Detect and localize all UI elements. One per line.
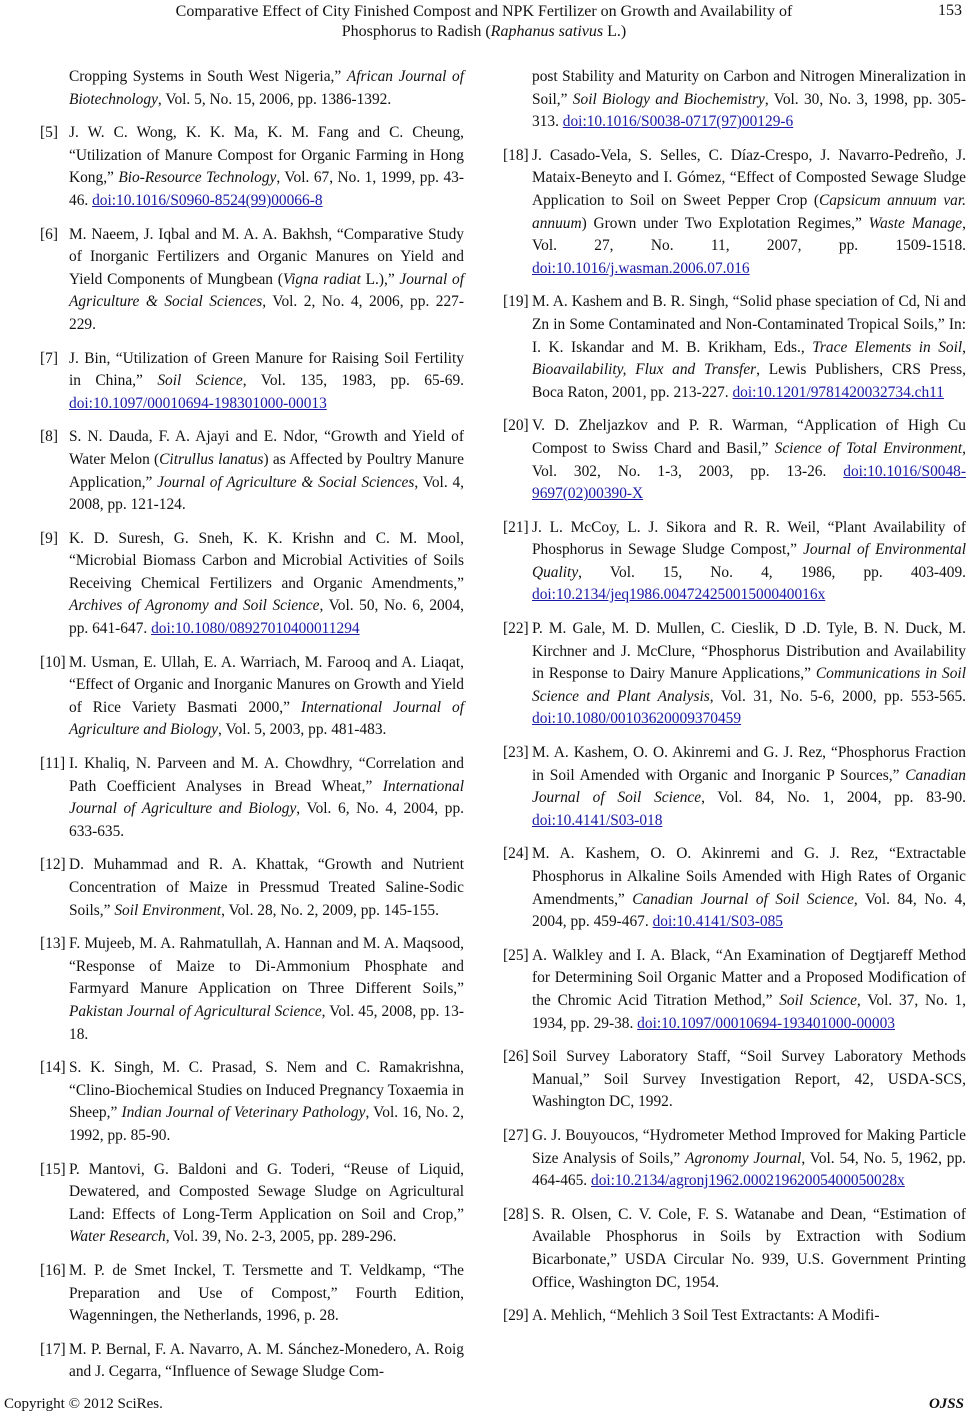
reference-text: S. K. Singh, M. C. Prasad, S. Nem and C. Ramakrishna, “Clino-Biochemical Studies on Induced Pregnancy Toxaemia in Sheep,” <box>69 1059 464 1122</box>
reference-italic-text: African Journal of Biotechnology <box>69 68 464 108</box>
header-text: Phosphorus to Radish ( <box>341 23 491 40</box>
reference-item <box>40 122 464 212</box>
reference-text: K. D. Suresh, G. Sneh, K. K. Krishn and C. M. Mool, “Microbial Biomass Carbon and Microbial Activities of Soils Receiving Chemical Fertilizers and Organic Amendments,” <box>69 529 464 592</box>
reference-text: S. R. Olsen, C. V. Cole, F. S. Watanabe and Dean, “Estimation of Available Phosphorus in Soils by Extraction with Sodium Bicarbonate,” USDA Circular No. 939, U.S. Government Printing Office, Washington DC, 1954. <box>532 1205 966 1291</box>
reference-text: , Vol. 28, No. 2, 2009, pp. 145-155. <box>221 901 439 919</box>
reference-item <box>40 1057 464 1147</box>
reference-item <box>40 652 464 742</box>
reference-item <box>503 145 966 281</box>
reference-text: , Lewis Publishers, CRS Press, Boca Raton, 2001, pp. 213-227. <box>532 361 967 401</box>
doi-link[interactable]: doi:10.1201/9781420032734.ch11 <box>732 383 944 401</box>
reference-item <box>40 1339 464 1384</box>
reference-continuation <box>40 66 464 111</box>
reference-continuation <box>503 66 966 134</box>
reference-item <box>40 933 464 1046</box>
reference-text: I. Khaliq, N. Parveen and M. A. Chowdhry, “Correlation and Path Coefficient Analyses in Bread Wheat,” <box>69 755 464 795</box>
reference-italic-text: Agronomy Journal <box>685 1149 802 1167</box>
reference-text: , Vol. 37, No. 1, 1934, pp. 29-38. <box>532 991 966 1032</box>
reference-number: [7] <box>40 349 58 367</box>
reference-item <box>40 1260 464 1328</box>
doi-link[interactable]: doi:10.1097/00010694-193401000-00003 <box>637 1014 895 1032</box>
reference-text: , Vol. 5, No. 15, 2006, pp. 1386-1392. <box>157 90 392 108</box>
reference-text: D. Muhammad and R. A. Khattak, “Growth and Nutrient Concentration of Maize in Pressmud Treated Saline-Sodic Soils,” <box>69 856 464 919</box>
doi-link[interactable]: doi:10.1097/00010694-198301000-00013 <box>69 394 327 412</box>
reference-number: [20] <box>503 417 529 435</box>
reference-number: [21] <box>503 518 529 536</box>
reference-number: [6] <box>40 225 58 243</box>
reference-number: [13] <box>40 935 66 953</box>
reference-italic-text: Soil Science <box>157 372 243 390</box>
doi-link[interactable]: doi:10.1016/j.wasman.2006.07.016 <box>532 259 750 277</box>
header-title-line2 <box>0 22 968 42</box>
reference-italic-text: Pakistan Journal of Agricultural Science <box>69 1002 322 1020</box>
reference-text: , <box>962 338 966 356</box>
reference-text: ) Grown under Two Explotation Regimes,” <box>581 214 869 232</box>
reference-number: [22] <box>503 620 529 638</box>
reference-italic-text: Journal of Environmental Quality <box>532 541 966 581</box>
reference-italic-text: Citrullus lanatus <box>159 450 264 468</box>
reference-text: A. Mehlich, “Mehlich 3 Soil Test Extractants: A Modifi- <box>532 1307 880 1325</box>
reference-text: post Stability and Maturity on Carbon and Nitrogen Mineralization in Soil,” <box>532 68 966 108</box>
reference-text: , Vol. 6, No. 4, 2004, pp. 633-635. <box>69 800 464 840</box>
reference-text: , Vol. 135, 1983, pp. 65-69. <box>242 372 465 390</box>
reference-number: [24] <box>503 845 529 863</box>
doi-link[interactable]: doi:10.1016/S0960-8524(99)00066-8 <box>92 191 323 209</box>
doi-link[interactable]: doi:10.1016/S0048-9697(02)00390-X <box>532 462 966 503</box>
reference-text: G. J. Bouyoucos, “Hydrometer Method Improved for Making Particle Size Analysis of Soils,” <box>532 1126 966 1167</box>
reference-item <box>503 1305 966 1328</box>
reference-italic-text: Bio-Resource Technology <box>118 169 277 187</box>
reference-number: [17] <box>40 1340 66 1358</box>
reference-text: J. Casado-Vela, S. Selles, C. Díaz-Crespo, J. Navarro-Pedreño, J. Mataix-Beneyto and I. Gómez, “Effect of Composted Sewage Sludge Application to Soil on Sweet Pepper Crop ( <box>532 146 966 209</box>
reference-item <box>40 426 464 516</box>
reference-italic-text: Capsicum annuum var. annuum <box>532 191 966 232</box>
references-left-column <box>40 66 464 1395</box>
reference-italic-text: Trace Elements in Soil <box>812 338 963 356</box>
reference-text: M. Naeem, J. Iqbal and M. A. A. Bakhsh, “Comparative Study of Inorganic Fertilizers and Organic Manures on Yield and Yield Components of Mungbean ( <box>69 225 464 288</box>
reference-text: , Vol. 302, No. 1-3, 2003, pp. 13-26. <box>532 439 966 480</box>
reference-text: , Vol. 15, No. 4, 1986, pp. 403-409. <box>578 563 966 581</box>
reference-text: P. Mantovi, G. Baldoni and G. Toderi, “Reuse of Liquid, Dewatered, and Composted Sewage Sludge on Agricultural Land: Effects of Long-Term Application on Soil and Crop,” <box>69 1160 464 1223</box>
reference-text: M. P. Bernal, F. A. Navarro, A. M. Sánchez-Monedero, A. Roig and J. Cegarra, “Influence of Sewage Sludge Com- <box>69 1340 464 1381</box>
doi-link[interactable]: doi:10.4141/S03-018 <box>532 811 663 829</box>
doi-link[interactable]: doi:10.1080/00103620009370459 <box>532 710 742 728</box>
reference-italic-text: Soil Science <box>779 991 857 1009</box>
reference-item <box>40 854 464 922</box>
reference-italic-text: Canadian Journal of Soil Science <box>532 766 966 807</box>
reference-text: , Vol. 31, No. 5-6, 2000, pp. 553-565. <box>709 687 966 705</box>
reference-number: [10] <box>40 653 66 671</box>
reference-text: , Vol. 84, No. 4, 2004, pp. 459-467. <box>532 890 966 931</box>
reference-text: V. D. Zheljazkov and P. R. Warman, “Application of High Cu Compost to Swiss Chard and Basil,” <box>532 417 966 457</box>
reference-item <box>40 224 464 337</box>
reference-text: M. P. de Smet Inckel, T. Tersmette and T. Veldkamp, “The Preparation and Use of Compost,” Fourth Edition, Wagenningen, the Netherlands, 1996, p. 28. <box>69 1261 464 1325</box>
reference-text: , Vol. 5, 2003, pp. 481-483. <box>218 721 387 739</box>
reference-text: , Vol. 2, No. 4, 2006, pp. 227-229. <box>69 293 464 333</box>
reference-text: J. L. McCoy, L. J. Sikora and R. R. Weil, “Plant Availability of Phosphorus in Sewage Sludge Compost,” <box>532 518 966 559</box>
reference-text: M. A. Kashem, O. O. Akinremi and G. J. Rez, “Phosphorus Fraction in Soil Amended with Organic and Inorganic P Sources,” <box>532 744 966 784</box>
reference-italic-text: International Journal of Agriculture and Biology <box>69 698 464 739</box>
reference-number: [29] <box>503 1307 529 1325</box>
header-species: Raphanus sativus <box>490 23 604 40</box>
header-text: L.) <box>603 23 627 40</box>
reference-text: , Vol. 45, 2008, pp. 13-18. <box>69 1002 464 1043</box>
reference-text: J. Bin, “Utilization of Green Manure for Raising Soil Fertility in China,” <box>69 349 464 390</box>
reference-number: [25] <box>503 946 529 964</box>
doi-link[interactable]: doi:10.2134/jeq1986.00472425001500040016x <box>532 586 826 604</box>
journal-abbrev: OJSS <box>928 1396 964 1412</box>
reference-item <box>503 1125 966 1193</box>
reference-item <box>40 528 464 641</box>
reference-italic-text: Soil Environment <box>114 901 222 919</box>
reference-italic-text: Water Research <box>69 1228 166 1246</box>
reference-item <box>503 1204 966 1294</box>
reference-italic-text: Indian Journal of Veterinary Pathology <box>121 1104 366 1122</box>
reference-number: [28] <box>503 1205 529 1223</box>
reference-text: , Vol. 4, 2008, pp. 121-124. <box>69 473 464 514</box>
reference-text: L.),” <box>360 270 400 288</box>
reference-text: P. M. Gale, M. D. Mullen, C. Cieslik, D .D. Tyle, B. N. Duck, M. Kirchner and J. McClure, “Phosphorus Distribution and Availability in Response to Dairy Manure Applications,” <box>532 620 966 683</box>
reference-number: [8] <box>40 428 58 446</box>
reference-number: [15] <box>40 1160 66 1178</box>
doi-link[interactable]: doi:10.1016/S0038-0717(97)00129-6 <box>562 113 794 131</box>
reference-item <box>503 517 966 607</box>
reference-text: M. Usman, E. Ullah, E. A. Warriach, M. Farooq and A. Liaqat, “Effect of Organic and Inorganic Manures on Growth and Yield of Rice Variety Basmati 2000,” <box>69 653 464 716</box>
reference-item <box>40 348 464 416</box>
reference-item <box>40 1159 464 1249</box>
reference-italic-text: Canadian Journal of Soil Science <box>632 890 854 908</box>
reference-item <box>503 1046 966 1114</box>
header-title-line1: Comparative Effect of City Finished Compost and NPK Fertilizer on Growth and Availability of <box>175 3 793 20</box>
reference-text: , Vol. 39, No. 2-3, 2005, pp. 289-296. <box>165 1228 397 1246</box>
reference-text: , Vol. 67, No. 1, 1999, pp. 43-46. <box>69 169 464 209</box>
reference-text: J. W. C. Wong, K. K. Ma, K. M. Fang and C. Cheung, “Utilization of Manure Compost for Organic Farming in Hong Kong,” <box>69 124 464 187</box>
running-header <box>0 2 968 42</box>
reference-number: [9] <box>40 529 58 547</box>
reference-text: , Vol. 16, No. 2, 1992, pp. 85-90. <box>69 1104 465 1144</box>
reference-number: [16] <box>40 1261 66 1279</box>
reference-text: M. A. Kashem, O. O. Akinremi and G. J. Rez, “Extractable Phosphorus in Alkaline Soils Amended with High Rates of Organic Amendments,” <box>532 845 966 908</box>
reference-text: Cropping Systems in South West Nigeria,” <box>69 68 347 85</box>
reference-number: [14] <box>40 1059 66 1077</box>
reference-italic-text: Archives of Agronomy and Soil Science <box>69 597 320 615</box>
reference-number: [5] <box>40 124 58 142</box>
page-number: 153 <box>938 2 962 19</box>
doi-link[interactable]: doi:10.2134/agronj1962.00021962005400050028x <box>591 1172 905 1190</box>
reference-italic-text: Vigna radiat <box>282 270 361 288</box>
reference-text: , Vol. 54, No. 5, 1962, pp. 464-465. <box>532 1149 967 1190</box>
reference-text: F. Mujeeb, M. A. Rahmatullah, A. Hannan and M. A. Maqsood, “Response of Maize to Di-Ammonium Phosphate and Farmyard Manure Application on Three Different Soils,” <box>69 935 464 998</box>
reference-italic-text: International Journal of Agriculture and Biology <box>69 777 464 818</box>
reference-text: M. A. Kashem and B. R. Singh, “Solid phase speciation of Cd, Ni and Zn in Some Contaminated and Non-Contaminated Tropical Soils,” In: I. K. Iskandar and M. B. Krikham, Eds., <box>532 293 966 356</box>
reference-text: , Vol. 50, No. 6, 2004, pp. 641-647. <box>69 597 464 638</box>
reference-item <box>503 291 966 404</box>
reference-item <box>503 618 966 731</box>
reference-item <box>40 753 464 843</box>
reference-number: [27] <box>503 1126 529 1144</box>
reference-italic-text: Soil Biology and Biochemistry <box>572 90 765 108</box>
reference-italic-text: Journal of Agriculture & Social Sciences <box>157 473 415 491</box>
reference-text: A. Walkley and I. A. Black, “An Examination of Degtjareff Method for Determining Soil Organic Matter and a Proposed Modification of the Chromic Acid Titration Method,” <box>532 946 966 1009</box>
doi-link[interactable]: doi:10.4141/S03-085 <box>652 913 783 931</box>
reference-italic-text: Waste Manage <box>868 214 963 232</box>
reference-number: [26] <box>503 1048 529 1066</box>
doi-link[interactable]: doi:10.1080/08927010400011294 <box>151 620 360 638</box>
reference-text: , Vol. 30, No. 3, 1998, pp. 305-313. <box>532 90 966 131</box>
references-right-column <box>503 66 966 1339</box>
reference-text: ) as Affected by Poultry Manure Application,” <box>69 450 464 491</box>
reference-number: [11] <box>40 755 66 773</box>
reference-number: [18] <box>503 146 529 164</box>
reference-italic-text: Science of Total Environment <box>774 439 963 457</box>
reference-italic-text: Communications in Soil Science and Plant Analysis <box>532 665 966 705</box>
copyright: Copyright © 2012 SciRes. <box>4 1396 163 1412</box>
reference-item <box>503 843 966 933</box>
reference-text: S. N. Dauda, F. A. Ajayi and E. Ndor, “Growth and Yield of Water Melon ( <box>69 428 464 468</box>
reference-number: [23] <box>503 744 529 762</box>
reference-text: Soil Survey Laboratory Staff, “Soil Survey Laboratory Methods Manual,” Soil Survey Investigation Report, 42, USDA-SCS, Washington DC, 1992. <box>532 1048 966 1111</box>
reference-item <box>503 415 966 505</box>
reference-number: [19] <box>503 293 529 311</box>
reference-item <box>503 945 966 1035</box>
reference-item <box>503 742 966 832</box>
reference-italic-text: Journal of Agriculture & Social Sciences <box>69 270 464 311</box>
reference-number: [12] <box>40 856 66 874</box>
reference-text: , Vol. 84, No. 1, 2004, pp. 83-90. <box>701 789 966 807</box>
reference-text: , Vol. 27, No. 11, 2007, pp. 1509-1518. <box>532 214 966 255</box>
reference-italic-text: Bioavailability, Flux and Transfer <box>532 361 757 379</box>
